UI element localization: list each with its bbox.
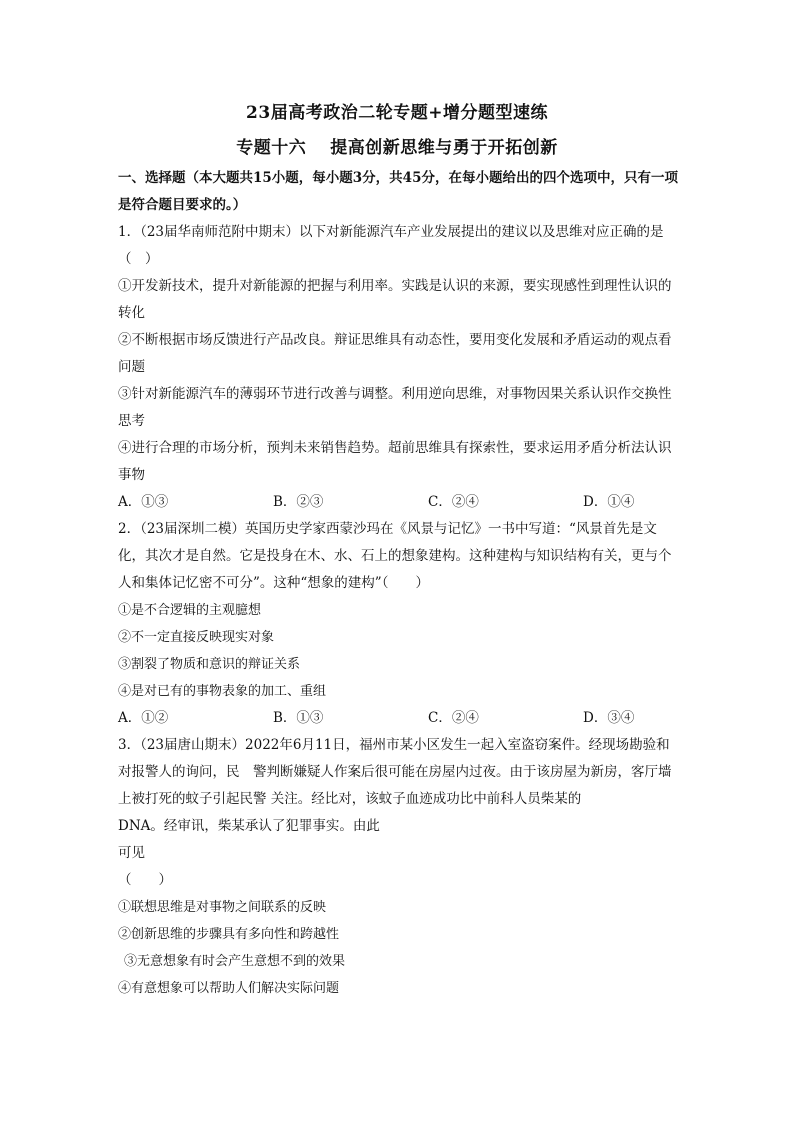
question-3-item-3: ③无意想象有时会产生意想不到的效果 [124,954,346,969]
question-1-stem: 1．（23届华南师范附中期末）以下对新能源汽车产业发展提出的建议以及思维对应正确的是（ ） [118,224,664,267]
question-1-item-3: ③针对新能源汽车的薄弱环节进行改善与调整。利用逆向思维，对事物因果关系认识作交换性思考 [118,386,672,429]
question-2-item-3: ③割裂了物质和意识的辩证关系 [118,657,301,672]
question-3-item-1: ①联想思维是对事物之间联系的反映 [118,900,327,915]
question-1-item-1: ①开发新技术，提升对新能源的把握与利用率。实践是认识的来源，要实现感性到理性认识的转化 [118,278,672,321]
document-body [118,165,683,1002]
question-2-stem: 2．（23届深圳二模）英国历史学家西蒙沙玛在《风景与记忆》一书中写道：“风景首先是文化，其次才是自然。它是投身在木、水、石上的想象建构。这种建构与知识结构有关，更与个人和集体记忆密不可分”。这种“想象的建构”（ ） [118,521,672,591]
question-1-item-4: ④进行合理的市场分析，预判未来销售趋势。超前思维具有探索性，要求运用矛盾分析法认识事物 [118,440,672,483]
question-2-option-b: B．①③ [273,710,324,726]
question-1-item-2: ②不断根据市场反馈进行产品改良。辩证思维具有动态性，要用变化发展和矛盾运动的观点看问题 [118,332,672,375]
question-3-item-2: ②创新思维的步骤具有多向性和跨越性 [118,927,340,942]
question-3-item-4: ④有意想象可以帮助人们解决实际问题 [118,981,340,996]
question-1-option-b: B．②③ [273,494,324,510]
section-heading: 一、选择题（本大题共15小题，每小题3分，共45分，在每小题给出的四个选项中，只有一项是符合题目要求的。） [118,170,678,213]
question-1-options [118,489,683,516]
question-3-stem-2: DNA。经审讯，柴某承认了犯罪事实。由此 [118,818,380,834]
question-2-item-1: ①是不合逻辑的主观臆想 [118,603,262,618]
question-1-option-a: A．①③ [118,494,169,510]
question-2-item-4: ④是对已有的事物表象的加工、重组 [118,684,327,699]
document-title: 23届高考政治二轮专题+增分题型速练 [246,103,548,123]
question-1-option-d: D．①④ [583,494,635,510]
question-2-option-a: A．①② [118,710,169,726]
question-2-options [118,705,683,732]
question-2-item-2: ②不一定直接反映现实对象 [118,630,275,645]
question-3-stem-4: （ ） [118,872,172,888]
question-2-option-d: D．③④ [583,710,635,726]
document-subtitle: 专题十六 提高创新思维与勇于开拓创新 [236,138,558,158]
question-3-stem-1: 3．（23届唐山期末）2022年6月11日，福州市某小区发生一起入室盗窃案件。经现场勘验和对报警人的询问，民 警判断嫌疑人作案后很可能在房屋内过夜。由于该房屋为新房，客厅墙上被打死的蚊子引起民警 关注。经比对，该蚊子血迹成功比中前科人员柴某的 [118,737,672,807]
question-2-option-c: C．②④ [428,710,479,726]
question-3-stem-3: 可见 [118,845,145,861]
question-1-option-c: C．②④ [428,494,479,510]
